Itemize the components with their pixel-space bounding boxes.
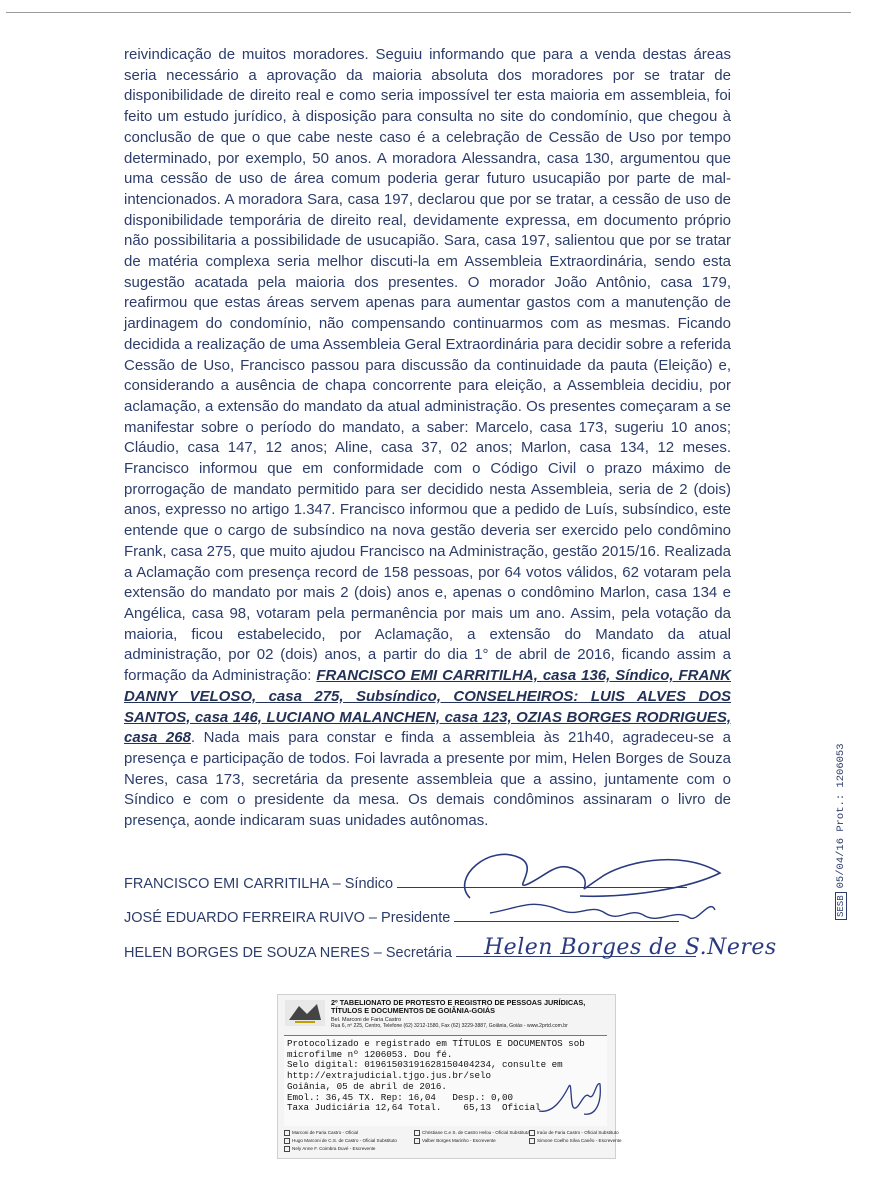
registry-footer-item: Hugo Marconi de C.S. de Castro - Oficial Substituto xyxy=(284,1137,397,1145)
registry-footer-item: Marconi de Faria Castro - Oficial xyxy=(284,1129,358,1137)
side-stamp-tag: SESB xyxy=(835,892,847,920)
side-stamp-text: 05/04/16 Prot.: 1206053 xyxy=(835,743,847,889)
registry-stamp xyxy=(277,994,622,1159)
minutes-body xyxy=(124,45,731,832)
signature-secretaria-handwritten: Helen Borges de S.Neres xyxy=(484,935,777,960)
registry-footer-item: Simone Coelho Silva Canêo - Escrevente xyxy=(529,1137,622,1145)
registry-footer-item: Iraúx de Faria Castro - Oficial Substituto xyxy=(529,1129,619,1137)
minutes-text-after: . Nada mais para constar e finda a assembleia às 21h40, agradeceu-se a presença e participação de todos. Foi lavrada a presente por mim, Helen Borges de Souza Neres, casa 173, secretária da presente assembleia que a assino, juntamente com o Síndico e com o presidente da mesa. Os demais condôminos assinaram o livro de presença, aonde indicaram suas unidades autônomas. xyxy=(124,729,731,830)
registry-footer-item: Nely Anne F. Coimbra Duvé - Escrevente xyxy=(284,1145,376,1153)
registry-line: Protocolizado e registrado em TÍTULOS E DOCUMENTOS sob xyxy=(287,1038,585,1049)
registry-line: http://extrajudicial.tjgo.jus.br/selo xyxy=(287,1070,491,1082)
registry-line: Taxa Judiciária 12,64 Total. 65,13 Oficial xyxy=(287,1102,541,1114)
registry-officer: Bel. Marconi de Faria Castro xyxy=(331,1017,401,1023)
registry-line: microfilme nº 1206053. Dou fé. xyxy=(287,1048,453,1060)
signature-sindico-scribble xyxy=(465,854,720,898)
signature-label: FRANCISCO EMI CARRITILHA – Síndico xyxy=(124,876,394,892)
signature-presidente-scribble xyxy=(490,904,715,918)
registry-line: Selo digital: 01961503191628150404234, consulte em xyxy=(287,1059,563,1071)
minutes-text-before: reivindicação de muitos moradores. Seguiu informando que para a venda destas áreas seria necessário a aprovação da maioria absoluta dos moradores por se tratar de disponibilidade de direito real e como seria impossível ter esta maioria em assembleia, foi feito um estudo jurídico, à disposição para consulta no site do condomínio, que chegou à conclusão de que o que cabe neste caso é a celebração de Cessão de Uso por tempo determinado, por exemplo, 50 anos. A moradora Alessandra, casa 130, argumentou que uma cessão de uso de área comum poderia gerar futuro usucapião por parte de mal-intencionados. A moradora Sara, casa 197, declarou que por se tratar, a cessão de uso de disponibilidade temporária de direito real, devidamente expressa, em documento próprio não possibilitaria a possibilidade de usucapião. Sara, casa 197, salientou que por se tratar de matéria complexa seria melhor discuti-la em Assembleia Extraordinária, sendo esta sugestão acatada pela maioria dos presentes. O morador João Antônio, casa 179, reafirmou que estas áreas servem apenas para aumentar gastos com a manutenção de jardinagem do condomínio, não compensando continuarmos com as mesmas. Ficando decidida a realização de uma Assembleia Geral Extraordinária para decidir sobre a referida Cessão de Uso, Francisco passou para discussão da continuidade da pauta (Eleição) e, considerando a ausência de chapa concorrente para eleição, a Assembleia decidiu, por aclamação, a extensão do mandato da atual administração. Os presentes começaram a se manifestar sobre o período do mandato, a saber: Marcelo, casa 173, sugeriu 10 anos; Cláudio, casa 147, 12 anos; Aline, casa 37, 02 anos; Marlon, casa 134, 12 meses. Francisco informou que em conformidade com o Código Civil o prazo máximo de prorrogação de mandato permitido para ser decidido nesta Assembleia, seria de 2 (dois) anos, expresso no artigo 1.347. Francisco informou que a pedido de Luís, subsíndico, este entende que o cargo de subsíndico na nova gestão deveria ser exercido pelo condômino Frank, casa 275, que muito ajudou Francisco na Administração, gestão 2015/16. Realizada a Aclamação com presença record de 158 pessoas, por 64 votos válidos, 62 votaram pela extensão do mandato por mais 2 (dois) anos e, apenas o condômino Marlon, casa 134 e Angélica, casa 98, votaram pela permanência por mais um ano. Assim, pela votação da maioria, ficou estabelecido, por Aclamação, a extensão do Mandato da atual administração, por 02 (dois) anos, a partir do dia 1° de abril de 2016, ficando assim a formação da Administração: xyxy=(124,46,731,685)
minutes-paragraph xyxy=(124,45,731,832)
administration-highlight: FRANCISCO EMI CARRITILHA, casa 136, Síndico, FRANK DANNY VELOSO, casa 275, Subsíndico, CONSELHEIROS: LUIS ALVES DOS SANTOS, casa 146, LUCIANO MALANCHEN, casa 123, OZIAS BORGES RODRIGUES, casa 268 xyxy=(124,667,731,747)
page-top-edge xyxy=(6,12,851,13)
handwritten-signatures xyxy=(430,838,730,938)
signature-label: JOSÉ EDUARDO FERREIRA RUIVO – Presidente xyxy=(124,910,451,926)
registry-footer-item: Valber Borges Marinho - Escrevente xyxy=(414,1137,496,1145)
signature-label: HELEN BORGES DE SOUZA NERES – Secretária xyxy=(124,945,452,961)
registry-officer-signature xyxy=(534,1076,609,1121)
registry-line: Goiânia, 05 de abril de 2016. xyxy=(287,1080,447,1092)
registry-record xyxy=(284,1035,607,1126)
registry-footer-item: Christiane C.e S. de Castro Helou - Oficial Substituta xyxy=(414,1129,530,1137)
registry-line: Emol.: 36,45 TX. Rep: 16,04 Desp.: 0,00 xyxy=(287,1091,514,1103)
side-protocol-stamp xyxy=(835,743,847,920)
registry-logo-icon xyxy=(285,1000,325,1026)
registry-header: 2º TABELIONATO DE PROTESTO E REGISTRO DE PESSOAS JURÍDICAS, TÍTULOS E DOCUMENTOS DE GOIÂNIA-GOIÁS xyxy=(331,998,586,1016)
registry-address: Rua 6, nº 225, Centro, Telefone (62) 3212-1580, Fax (62) 3229-3887, Goiânia, Goiás - www.2prtd.com.br xyxy=(331,1023,568,1029)
